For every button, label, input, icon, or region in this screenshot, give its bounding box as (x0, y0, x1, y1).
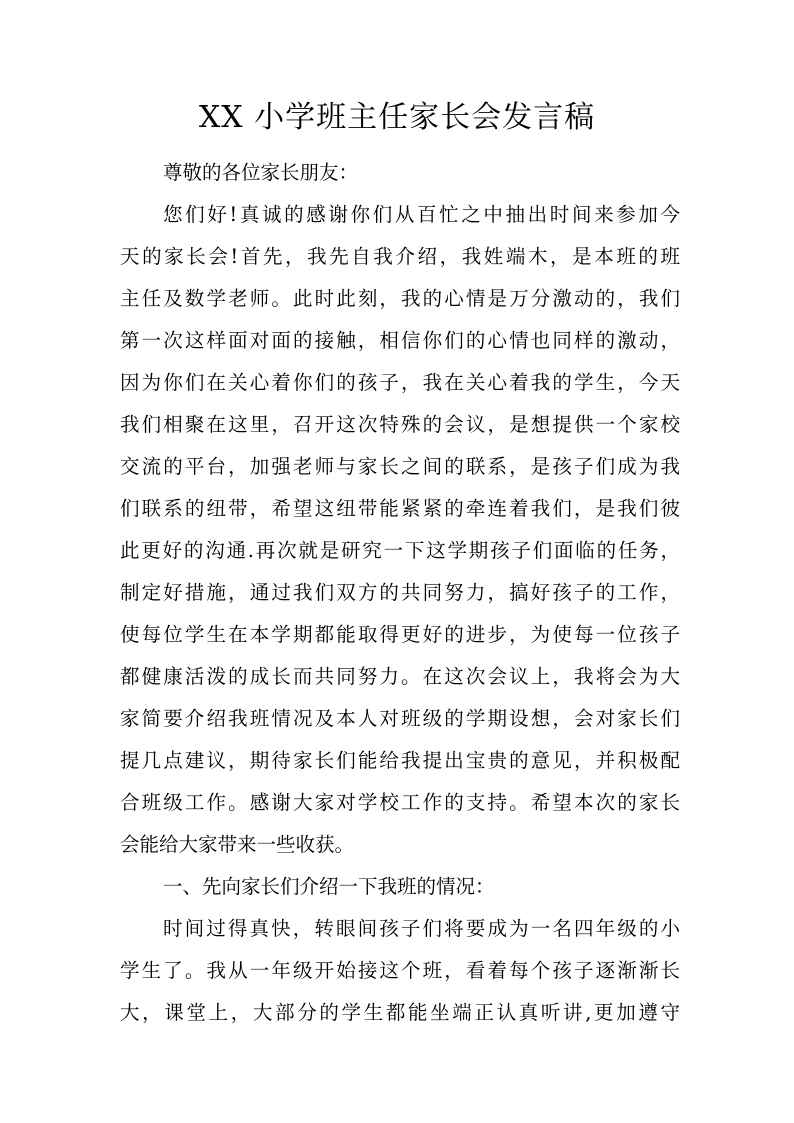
paragraph-1-line: 此更好的沟通.再次就是研究一下这学期孩子们面临的任务， (120, 539, 680, 562)
paragraph-2-line: 大，课堂上，大部分的学生都能坐端正认真听讲,更加遵守 (120, 1001, 680, 1024)
paragraph-1-line: 交流的平台，加强老师与家长之间的联系，是孩子们成为我 (120, 455, 680, 478)
paragraph-2-line: 学生了。我从一年级开始接这个班，看着每个孩子逐渐渐长 (120, 959, 680, 982)
document-title: XX 小学班主任家长会发言稿 (198, 100, 596, 135)
paragraph-1-line: 使每位学生在本学期都能取得更好的进步，为使每一位孩子 (120, 623, 680, 646)
paragraph-1-line: 制定好措施，通过我们双方的共同努力，搞好孩子的工作， (120, 581, 680, 604)
paragraph-1-line: 们联系的纽带，希望这纽带能紧紧的牵连着我们，是我们彼 (120, 497, 680, 520)
paragraph-1-line: 合班级工作。感谢大家对学校工作的支持。希望本次的家长 (120, 791, 680, 814)
paragraph-2-line: 时间过得真快，转眼间孩子们将要成为一名四年级的小 (163, 917, 680, 940)
paragraph-1-line: 第一次这样面对面的接触，相信你们的心情也同样的激动， (120, 329, 680, 352)
paragraph-1-line: 主任及数学老师。此时此刻，我的心情是万分激动的，我们 (120, 287, 680, 310)
paragraph-1-line: 会能给大家带来一些收获。 (120, 833, 355, 856)
paragraph-1-line: 提几点建议，期待家长们能给我提出宝贵的意见，并积极配 (120, 749, 680, 772)
paragraph-1-line: 因为你们在关心着你们的孩子，我在关心着我的学生，今天 (120, 371, 680, 394)
paragraph-1-line: 您们好!真诚的感谢你们从百忙之中抽出时间来参加今 (163, 203, 680, 226)
paragraph-1-line: 我们相聚在这里，召开这次特殊的会议，是想提供一个家校 (120, 413, 680, 436)
paragraph-1-line: 都健康活泼的成长而共同努力。在这次会议上，我将会为大 (120, 665, 680, 688)
paragraph-1-line: 家简要介绍我班情况及本人对班级的学期设想，会对家长们 (120, 707, 680, 730)
greeting: 尊敬的各位家长朋友： (163, 161, 359, 184)
paragraph-1-line: 天的家长会!首先，我先自我介绍，我姓端木，是本班的班 (120, 245, 680, 268)
section-1-heading: 一、先向家长们介绍一下我班的情况： (163, 875, 495, 898)
